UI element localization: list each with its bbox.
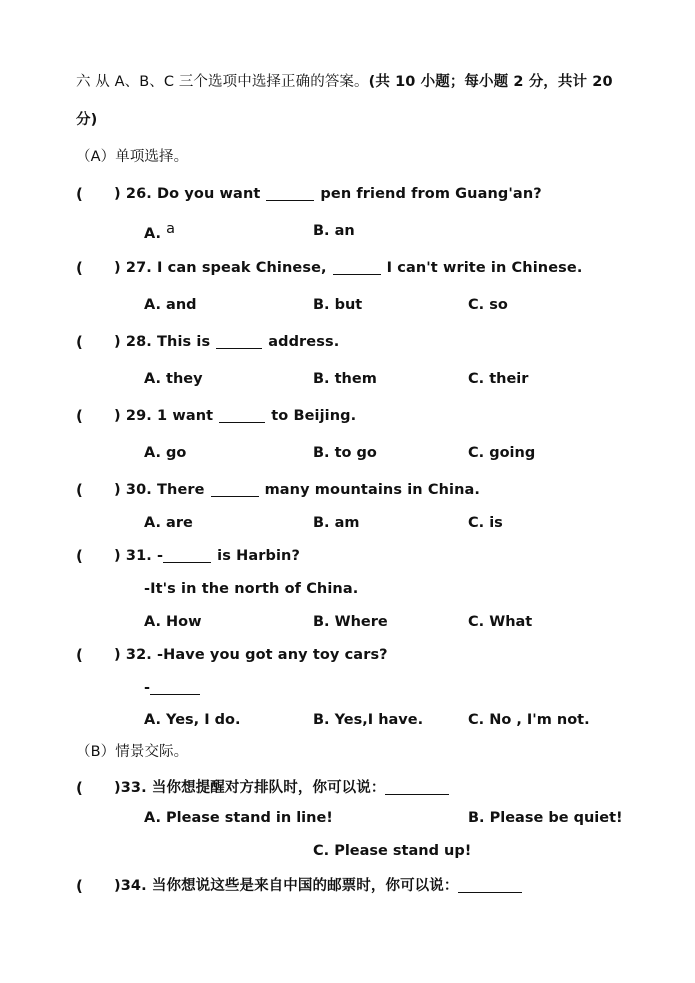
- part-a-label: （A）单项选择。: [76, 149, 189, 165]
- question-text: 当你想说这些是来自中国的邮票时，你可以说：: [151, 878, 459, 894]
- question-27: [114, 258, 582, 278]
- option-c[interactable]: C. What: [468, 614, 533, 630]
- option-a[interactable]: A. go: [144, 445, 187, 461]
- option-b[interactable]: B. them: [313, 371, 377, 387]
- question-text: many mountains in China.: [264, 482, 480, 498]
- option-a[interactable]: A. Yes, I do.: [144, 712, 241, 728]
- question-28: [114, 332, 339, 352]
- dialogue-response: -It's in the north of China.: [144, 581, 359, 597]
- question-text: -Have you got any toy cars?: [157, 647, 388, 663]
- question-number: ) 27.: [114, 260, 152, 276]
- section-title: [76, 72, 613, 92]
- question-34: [114, 876, 528, 896]
- option-b[interactable]: B. but: [313, 297, 363, 313]
- option-a[interactable]: A. How: [144, 614, 202, 630]
- option-label: A.: [144, 226, 161, 242]
- question-text: is Harbin?: [217, 548, 300, 564]
- answer-blank[interactable]: [163, 548, 211, 563]
- question-text: to Beijing.: [271, 408, 357, 424]
- question-text: pen friend from Guang'an?: [320, 186, 542, 202]
- answer-blank[interactable]: [150, 680, 200, 695]
- question-text: This is: [157, 334, 211, 350]
- answer-paren[interactable]: (: [76, 407, 83, 425]
- answer-blank[interactable]: [211, 482, 259, 497]
- option-b[interactable]: B. Please be quiet!: [468, 810, 623, 826]
- answer-paren[interactable]: (: [76, 646, 83, 664]
- question-26: [114, 184, 542, 204]
- question-text: I can speak Chinese,: [157, 260, 327, 276]
- option-b[interactable]: B. Where: [313, 614, 388, 630]
- question-text: There: [157, 482, 205, 498]
- answer-paren[interactable]: (: [76, 779, 83, 797]
- option-b[interactable]: B. to go: [313, 445, 377, 461]
- question-text: -: [157, 548, 164, 564]
- option-b[interactable]: B. Yes,I have.: [313, 712, 424, 728]
- question-text: Do you want: [157, 186, 261, 202]
- answer-blank[interactable]: [219, 408, 265, 423]
- question-29: [114, 406, 356, 426]
- answer-blank[interactable]: [216, 334, 262, 349]
- question-number: )33.: [114, 780, 147, 796]
- answer-paren[interactable]: (: [76, 259, 83, 277]
- option-c[interactable]: C. their: [468, 371, 529, 387]
- answer-blank[interactable]: [333, 260, 381, 275]
- part-b-label: （B）情景交际。: [76, 744, 189, 760]
- section-title-continuation: 分): [76, 112, 98, 128]
- question-31: [114, 546, 300, 566]
- question-number: )34.: [114, 878, 147, 894]
- option-c[interactable]: C. Please stand up!: [313, 843, 472, 859]
- answer-blank[interactable]: [385, 780, 449, 795]
- answer-paren[interactable]: (: [76, 333, 83, 351]
- question-33: [114, 778, 455, 798]
- option-c[interactable]: C. going: [468, 445, 536, 461]
- question-30: [114, 480, 480, 500]
- answer-blank[interactable]: [266, 186, 314, 201]
- question-number: ) 31.: [114, 548, 152, 564]
- option-b[interactable]: B. an: [313, 223, 355, 239]
- question-number: ) 28.: [114, 334, 152, 350]
- answer-paren[interactable]: (: [76, 877, 83, 895]
- option-c[interactable]: C. No , I'm not.: [468, 712, 590, 728]
- answer-paren[interactable]: (: [76, 547, 83, 565]
- option-a[interactable]: A. Please stand in line!: [144, 810, 333, 826]
- option-a[interactable]: A. are: [144, 515, 193, 531]
- answer-paren[interactable]: (: [76, 185, 83, 203]
- option-a[interactable]: [144, 221, 175, 244]
- option-a[interactable]: A. they: [144, 371, 203, 387]
- question-text: 当你想提醒对方排队时，你可以说：: [151, 780, 386, 796]
- question-text: I can't write in Chinese.: [386, 260, 583, 276]
- option-c[interactable]: C. so: [468, 297, 508, 313]
- dialogue-dash: -: [144, 680, 151, 696]
- question-number: ) 32.: [114, 647, 152, 663]
- dialogue-response: [144, 678, 206, 698]
- option-c[interactable]: C. is: [468, 515, 503, 531]
- question-number: ) 30.: [114, 482, 152, 498]
- option-b[interactable]: B. am: [313, 515, 360, 531]
- option-a[interactable]: A. and: [144, 297, 197, 313]
- option-text: a: [166, 221, 175, 237]
- section-title-prefix: 六 从 A、B、C 三个选项中选择正确的答案。: [76, 74, 369, 90]
- question-text: address.: [268, 334, 340, 350]
- question-32: [114, 645, 388, 665]
- question-text: 1 want: [157, 408, 214, 424]
- answer-paren[interactable]: (: [76, 481, 83, 499]
- answer-blank[interactable]: [458, 878, 522, 893]
- question-number: ) 26.: [114, 186, 152, 202]
- question-number: ) 29.: [114, 408, 152, 424]
- section-title-points: (共 10 小题；每小题 2 分，共计 20: [368, 74, 613, 90]
